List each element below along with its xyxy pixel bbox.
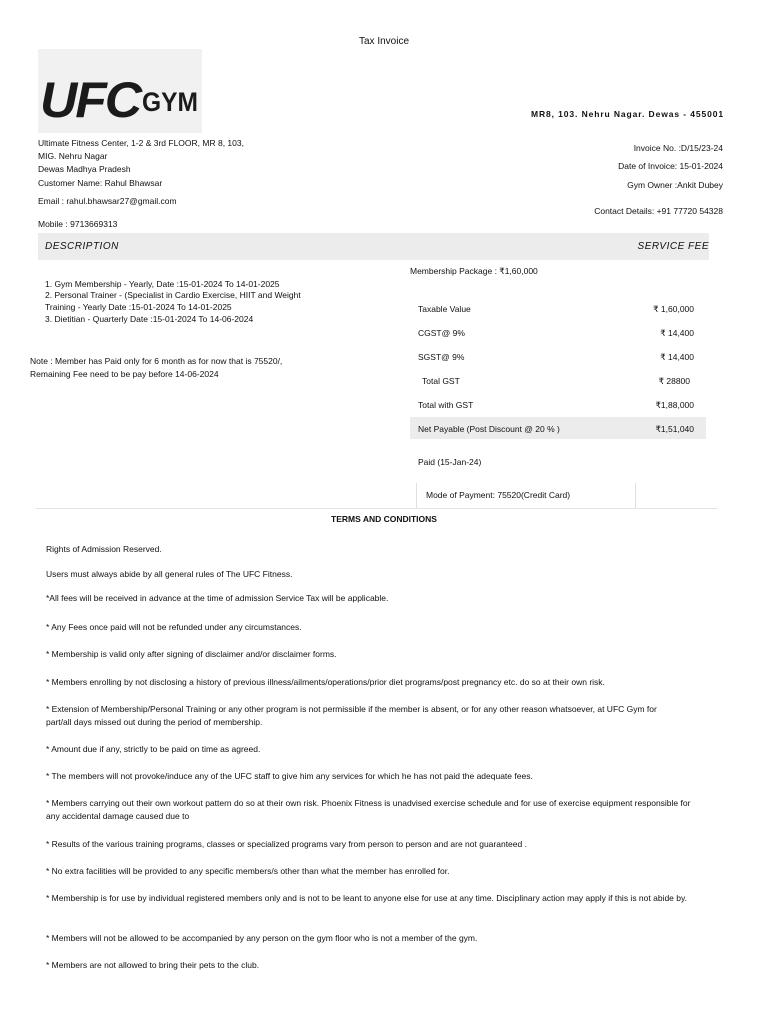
customer-mobile: Mobile : 9713669313 [38,219,118,229]
service-item: 2. Personal Trainer - (Specialist in Cardio Exercise, HIIT and Weight Training - Yearly Date :15-01-2024 To 14-01-2025 [45,290,301,312]
terms-item: * Results of the various training programs, classes or specialized programs vary from person to person and are not guaranteed . [46,839,527,849]
terms-item: * No extra facilities will be provided to any specific members/s other than what the member has enrolled for. [46,866,450,876]
fee-label-sgst: SGST@ 9% [418,352,465,362]
business-address-line3: Dewas Madhya Pradesh [38,164,131,174]
terms-item: * Amount due if any, strictly to be paid on time as agreed. [46,744,261,754]
contact-details: Contact Details: +91 77720 54328 [594,206,723,216]
terms-item: * The members will not provoke/induce any of the UFC staff to give him any services for which he has not paid the adequate fees. [46,771,533,781]
terms-item: * Membership is valid only after signing of disclaimer and/or disclaimer forms. [46,649,337,659]
fee-amount-total-gst: ₹ 28800 [658,376,690,386]
gym-owner: Gym Owner :Ankit Dubey [627,180,723,190]
fee-label-total-with-gst: Total with GST [418,400,474,410]
fee-label-total-gst: Total GST [422,376,460,386]
terms-item: Users must always abide by all general rules of The UFC Fitness. [46,569,293,579]
terms-title: TERMS AND CONDITIONS [331,514,437,524]
section-divider [36,508,718,509]
terms-item: *All fees will be received in advance at the time of admission Service Tax will be applicable. [46,593,389,603]
terms-item: * Members are not allowed to bring their pets to the club. [46,960,260,970]
document-title: Tax Invoice [358,36,410,47]
terms-item: * Membership is for use by individual registered members only and is not to be leant to anyone else for use at any time. Disciplinary action may apply if this is not abide by. [46,893,687,903]
terms-item: * Extension of Membership/Personal Training or any other program is not permissible if the member is absent, or for any other reason whatsoever, at UFC Gym for part/all days missed out during the period of membership. [46,704,657,727]
fee-amount-net-payable: ₹1,51,040 [655,424,694,434]
description-header: DESCRIPTION [45,241,119,252]
logo-sub-text: GYM [142,87,198,117]
ufc-gym-logo [38,49,202,133]
logo-brand-text: UFC [40,72,143,128]
description-header-band [38,233,709,260]
business-address-line2: MIG. Nehru Nagar [38,151,108,161]
invoice-number: Invoice No. :D/15/23-24 [633,143,723,153]
terms-item: * Members carrying out their own workout pattern do so at their own risk. Phoenix Fitness is unadvised exercise schedule and for use of exercise equipment responsible for any accidental damage caused due to [46,798,691,821]
payment-mode: Mode of Payment: 75520(Credit Card) [426,490,571,500]
fee-amount-sgst: ₹ 14,400 [660,352,694,362]
customer-email: Email : rahul.bhawsar27@gmail.com [38,196,177,206]
fee-amount-cgst: ₹ 14,400 [660,328,694,338]
hq-address: MR8, 103. Nehru Nagar. Dewas - 455001 [531,109,724,119]
service-item: 1. Gym Membership - Yearly, Date :15-01-2024 To 14-01-2025 [45,279,280,289]
membership-package: Membership Package : ₹1,60,000 [410,266,538,276]
terms-item: * Any Fees once paid will not be refunded under any circumstances. [46,622,302,632]
fee-label-taxable: Taxable Value [418,304,471,314]
invoice-date: Date of Invoice: 15-01-2024 [618,161,723,171]
fee-label-net-payable: Net Payable (Post Discount @ 20 % ) [418,424,560,434]
payment-note: Note : Member has Paid only for 6 month as for now that is 75520/, Remaining Fee need to be pay before 14-06-2024 [30,356,283,379]
terms-item: * Members enrolling by not disclosing a history of previous illness/ailments/operations/prior diet programs/post pregnancy etc. do so at their own risk. [46,677,605,687]
service-fee-header: SERVICE FEE [637,241,709,252]
fee-label-cgst: CGST@ 9% [418,328,465,338]
terms-item: * Members will not be allowed to be accompanied by any person on the gym floor who is not a member of the gym. [46,933,478,943]
fee-amount-total-with-gst: ₹1,88,000 [655,400,694,410]
paid-date: Paid (15-Jan-24) [418,457,482,467]
logo-graphic [38,49,202,133]
fee-amount-taxable: ₹ 1,60,000 [653,304,694,314]
service-item: 3. Dietitian - Quarterly Date :15-01-2024 To 14-06-2024 [45,314,254,324]
terms-item: Rights of Admission Reserved. [46,544,162,554]
customer-name: Customer Name: Rahul Bhawsar [38,178,163,188]
business-address-line1: Ultimate Fitness Center, 1-2 & 3rd FLOOR, MR 8, 103, [38,138,244,148]
